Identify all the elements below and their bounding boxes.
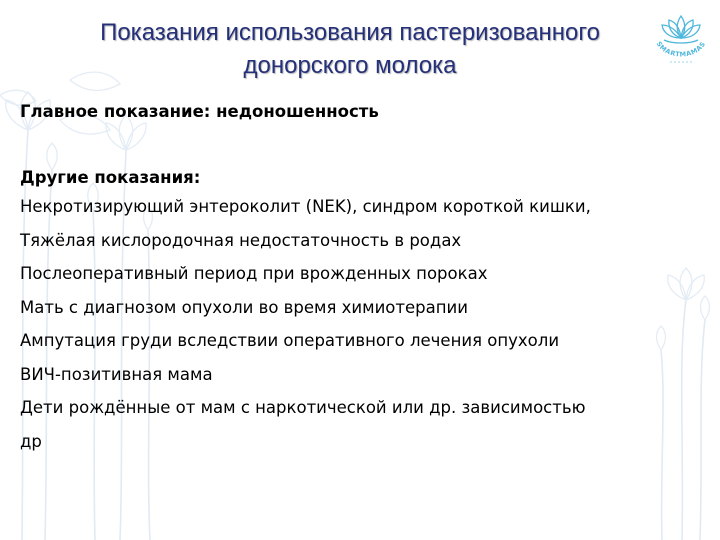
- smartmamas-logo: [650, 4, 712, 68]
- lotus-logo-icon: [650, 4, 712, 68]
- slide-title: [40, 16, 660, 82]
- indication-item: Ампутация груди вследствии оперативного лечения опухоли: [20, 331, 560, 350]
- main-indication: Главное показание: недоношенность: [20, 102, 379, 121]
- slide-title-line-1: Показания использования пастеризованного: [100, 19, 600, 46]
- logo-text: SMARTMAMAS: [654, 40, 708, 59]
- indication-item: др: [20, 431, 42, 451]
- indication-item: ВИЧ-позитивная мама: [20, 364, 213, 384]
- indication-item: Тяжёлая кислородочная недостаточность в родах: [20, 230, 462, 250]
- slide-title-line-2: донорского молока: [243, 52, 457, 79]
- indication-item: Послеоперативный период при врожденных пороках: [20, 264, 488, 283]
- indication-item: Некротизирующий энтероколит (NEK), синдром короткой кишки,: [20, 197, 591, 216]
- other-indications-heading: Другие показания:: [20, 168, 201, 187]
- slide-content: [20, 100, 700, 458]
- indications-list: [20, 190, 700, 458]
- indication-item: Дети рождённые от мам с наркотической или др. зависимостью: [20, 398, 586, 417]
- indication-item: Мать с диагнозом опухоли во время химиотерапии: [20, 297, 468, 317]
